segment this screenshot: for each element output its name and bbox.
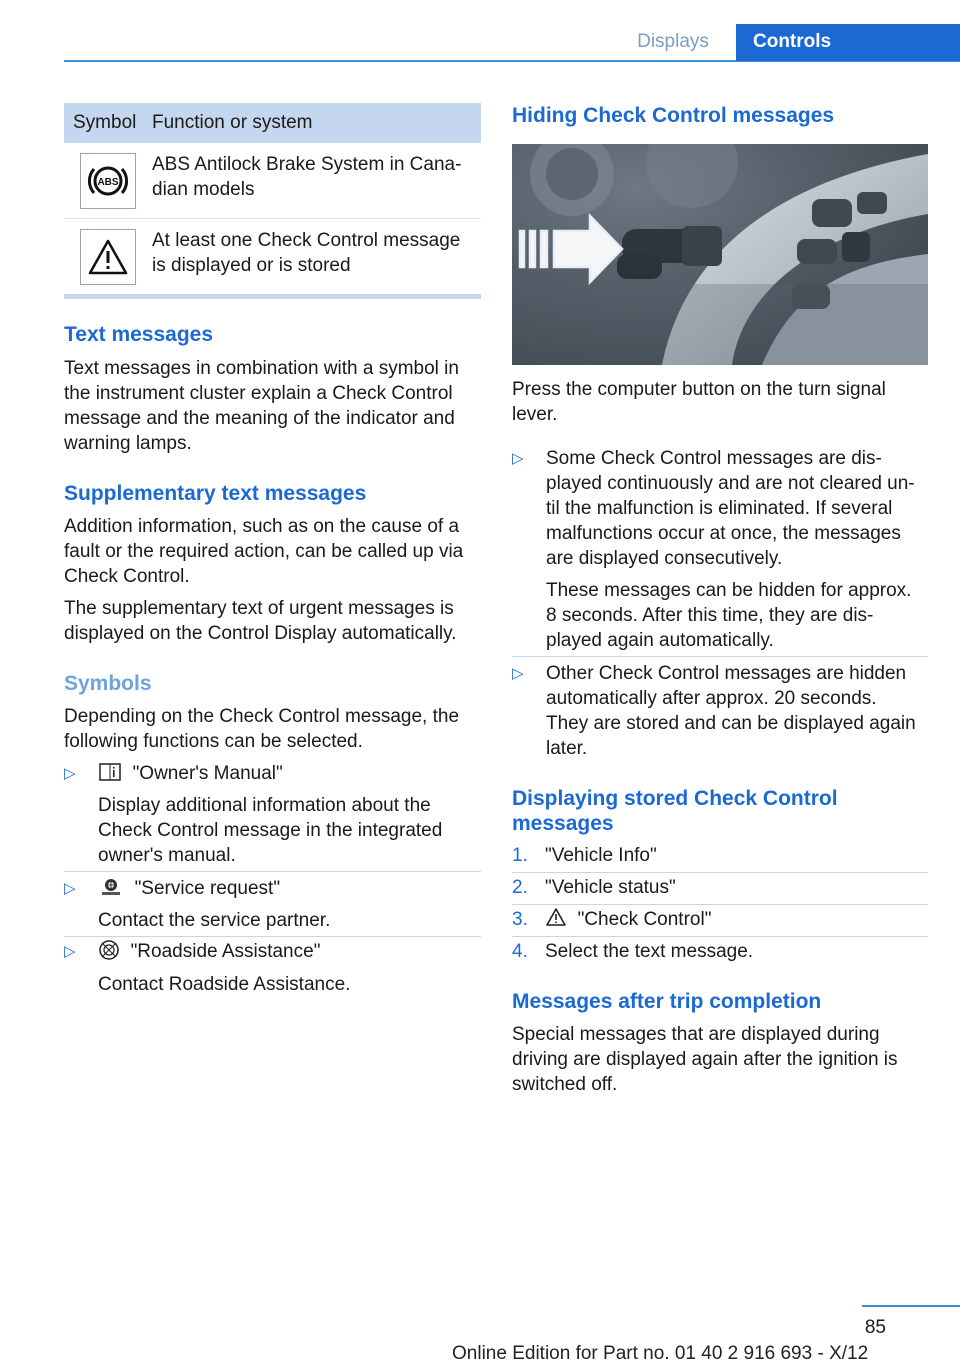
- list-item: ▷ "Owner's Manual" Display additional information about the Check Control message in the integrated owner's manual.: [64, 763, 443, 866]
- symbol-label: "Roadside Assistance": [130, 941, 321, 962]
- bullet-triangle-icon: ▷: [512, 450, 524, 467]
- divider: [64, 936, 481, 937]
- heading-displaying-stored: Displaying stored Check Control messages: [512, 787, 838, 835]
- service-icon: [98, 877, 124, 897]
- heading-hiding: Hiding Check Control messages: [512, 104, 835, 127]
- list-item: ▷ "Service request" Contact the service partner.: [64, 878, 331, 931]
- heading-after-trip: Messages after trip completion: [512, 990, 822, 1013]
- table-cell-line: At least one Check Control message: [152, 230, 461, 251]
- list-item: 2. "Vehicle status": [512, 877, 676, 898]
- table-cell-line: ABS Antilock Brake System in Cana-: [152, 154, 462, 175]
- photo-caption: Press the computer button on the turn signal lever.: [512, 379, 886, 425]
- symbols-intro: Depending on the Check Control message, the following functions can be selected.: [64, 706, 460, 752]
- symbol-label: "Owner's Manual": [132, 763, 283, 784]
- heading-symbols: Symbols: [64, 672, 152, 695]
- after-trip-paragraph: Special messages that are displayed during driving are displayed again after the ignition is switched off.: [512, 1024, 898, 1095]
- divider: [64, 871, 481, 872]
- warning-triangle-icon: [80, 229, 136, 285]
- col-symbol-header: Symbol: [73, 112, 137, 133]
- page-number: 85: [864, 1317, 886, 1338]
- list-item: ▷ Other Check Control messages are hidden automatically after approx. 20 seconds. They are stored and can be displayed again later.: [512, 663, 916, 759]
- table-header: [64, 103, 481, 143]
- bullet-triangle-icon: ▷: [64, 943, 76, 960]
- svg-text:ABS: ABS: [97, 176, 119, 188]
- table-cell-line: dian models: [152, 179, 255, 200]
- bullet-triangle-icon: ▷: [64, 765, 76, 782]
- col-function-header: Function or system: [152, 112, 313, 133]
- symbol-table: [64, 103, 481, 295]
- divider: [512, 936, 928, 937]
- bullet-triangle-icon: ▷: [64, 880, 76, 897]
- supplementary-paragraph-1: Addition information, such as on the cause of a fault or the required action, can be called up via Check Control.: [64, 516, 464, 587]
- list-item: 1. "Vehicle Info": [512, 845, 657, 866]
- list-item: 3. "Check Control": [512, 909, 712, 930]
- heading-text-messages: Text messages: [64, 323, 214, 346]
- symbol-label: "Service request": [134, 878, 281, 899]
- header-section: Displays: [610, 24, 736, 60]
- table-row: [64, 143, 481, 219]
- divider: [512, 904, 928, 905]
- table-cell-line: is displayed or is stored: [152, 255, 351, 276]
- divider: [512, 872, 928, 873]
- text-messages-paragraph: Text messages in combination with a symbol in the instrument cluster explain a Check Control message and the meaning of the indicator and warning lamps.: [64, 358, 459, 454]
- table-row: [64, 219, 481, 295]
- divider: [512, 656, 928, 657]
- supplementary-paragraph-2: The supplementary text of urgent messages is displayed on the Control Display automatically.: [64, 598, 457, 644]
- warning-triangle-icon: [545, 907, 567, 927]
- heading-supplementary: Supplementary text messages: [64, 482, 367, 505]
- abs-warning-icon: [80, 153, 136, 209]
- bullet-triangle-icon: ▷: [512, 665, 524, 682]
- book-icon: [98, 762, 122, 782]
- footer-rule: [862, 1305, 960, 1307]
- table-bottom-rule: [64, 294, 481, 299]
- list-item: ▷ Some Check Control messages are dis- played continuously and are not cleared un- til the malfunction is eliminated. If several malfunctions occur at once, the messages are displayed consecutively. These messages can be hidden for approx. 8 seconds. After this time, they are dis- played again automatically.: [512, 448, 915, 651]
- list-item: 4. Select the text message.: [512, 941, 754, 962]
- list-item: ▷ "Roadside Assistance" Contact Roadside Assistance.: [64, 941, 351, 995]
- turn-signal-lever-photo: [512, 144, 928, 365]
- edition-footer: Online Edition for Part no. 01 40 2 916 693 - X/12: [452, 1343, 869, 1362]
- roadside-assistance-icon: [98, 939, 120, 961]
- header-chapter-tab: Controls: [736, 24, 960, 61]
